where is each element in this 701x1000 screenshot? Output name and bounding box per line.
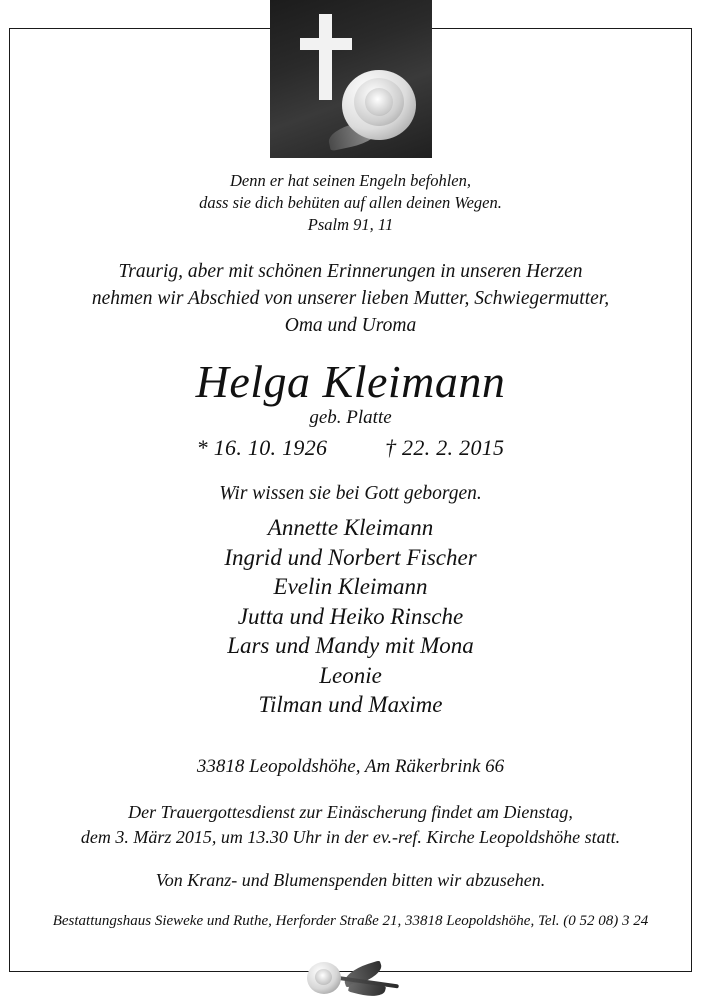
- address-line: 33818 Leopoldshöhe, Am Räkerbrink 66: [196, 755, 505, 777]
- survivors-list: [0, 513, 701, 720]
- maiden-name: geb. Platte: [309, 407, 392, 428]
- funeral-home-info: Bestattungshaus Sieweke und Ruthe, Herforder Straße 21, 33818 Leopoldshöhe, Tel. (0 52 08) 3 24: [52, 912, 649, 929]
- verse-line-1: Denn er hat seinen Engeln befohlen,: [229, 171, 472, 190]
- list-item: Tilman und Maxime: [258, 692, 443, 717]
- flowers-notice: Von Kranz- und Blumenspenden bitten wir abzusehen.: [155, 869, 546, 890]
- cross-and-rose-icon: [270, 0, 432, 158]
- list-item: Lars und Mandy mit Mona: [227, 633, 474, 658]
- intro-line-2: nehmen wir Abschied von unserer lieben Mutter, Schwiegermutter,: [91, 288, 610, 309]
- list-item: Evelin Kleimann: [273, 574, 428, 599]
- list-item: Jutta und Heiko Rinsche: [237, 603, 464, 629]
- intro-line-1: Traurig, aber mit schönen Erinnerungen in unseren Herzen: [118, 261, 583, 282]
- cross-vertical-bar: [319, 14, 332, 100]
- death-date: † 22. 2. 2015: [384, 435, 505, 460]
- service-line-1: Der Trauergottesdienst zur Einäscherung findet am Dienstag,: [128, 801, 573, 822]
- list-item: Ingrid und Norbert Fischer: [224, 544, 477, 570]
- list-item: Leonie: [319, 662, 382, 688]
- service-details: [16, 800, 686, 850]
- rose-icon: [332, 60, 424, 148]
- verse-reference: Psalm 91, 11: [307, 215, 394, 234]
- rose-ornament-icon: [291, 958, 411, 1000]
- service-line-2: dem 3. März 2015, um 13.30 Uhr in der ev.-ref. Kirche Leopoldshöhe statt.: [80, 826, 621, 847]
- intro-text: [21, 258, 681, 339]
- rose-bud-inner: [315, 969, 332, 985]
- list-item: Annette Kleimann: [267, 515, 434, 540]
- deceased-name: Helga Kleimann: [195, 356, 506, 407]
- comfort-text: Wir wissen sie bei Gott geborgen.: [219, 483, 482, 504]
- cross-horizontal-bar: [300, 38, 352, 50]
- rose-petal-inner: [365, 88, 393, 116]
- obituary-content: [0, 170, 701, 930]
- bible-verse: [71, 170, 631, 236]
- birth-date: * 16. 10. 1926: [196, 435, 328, 460]
- life-dates: [0, 435, 701, 461]
- intro-line-3: Oma und Uroma: [284, 315, 417, 336]
- verse-line-2: dass sie dich behüten auf allen deinen Wegen.: [199, 193, 502, 212]
